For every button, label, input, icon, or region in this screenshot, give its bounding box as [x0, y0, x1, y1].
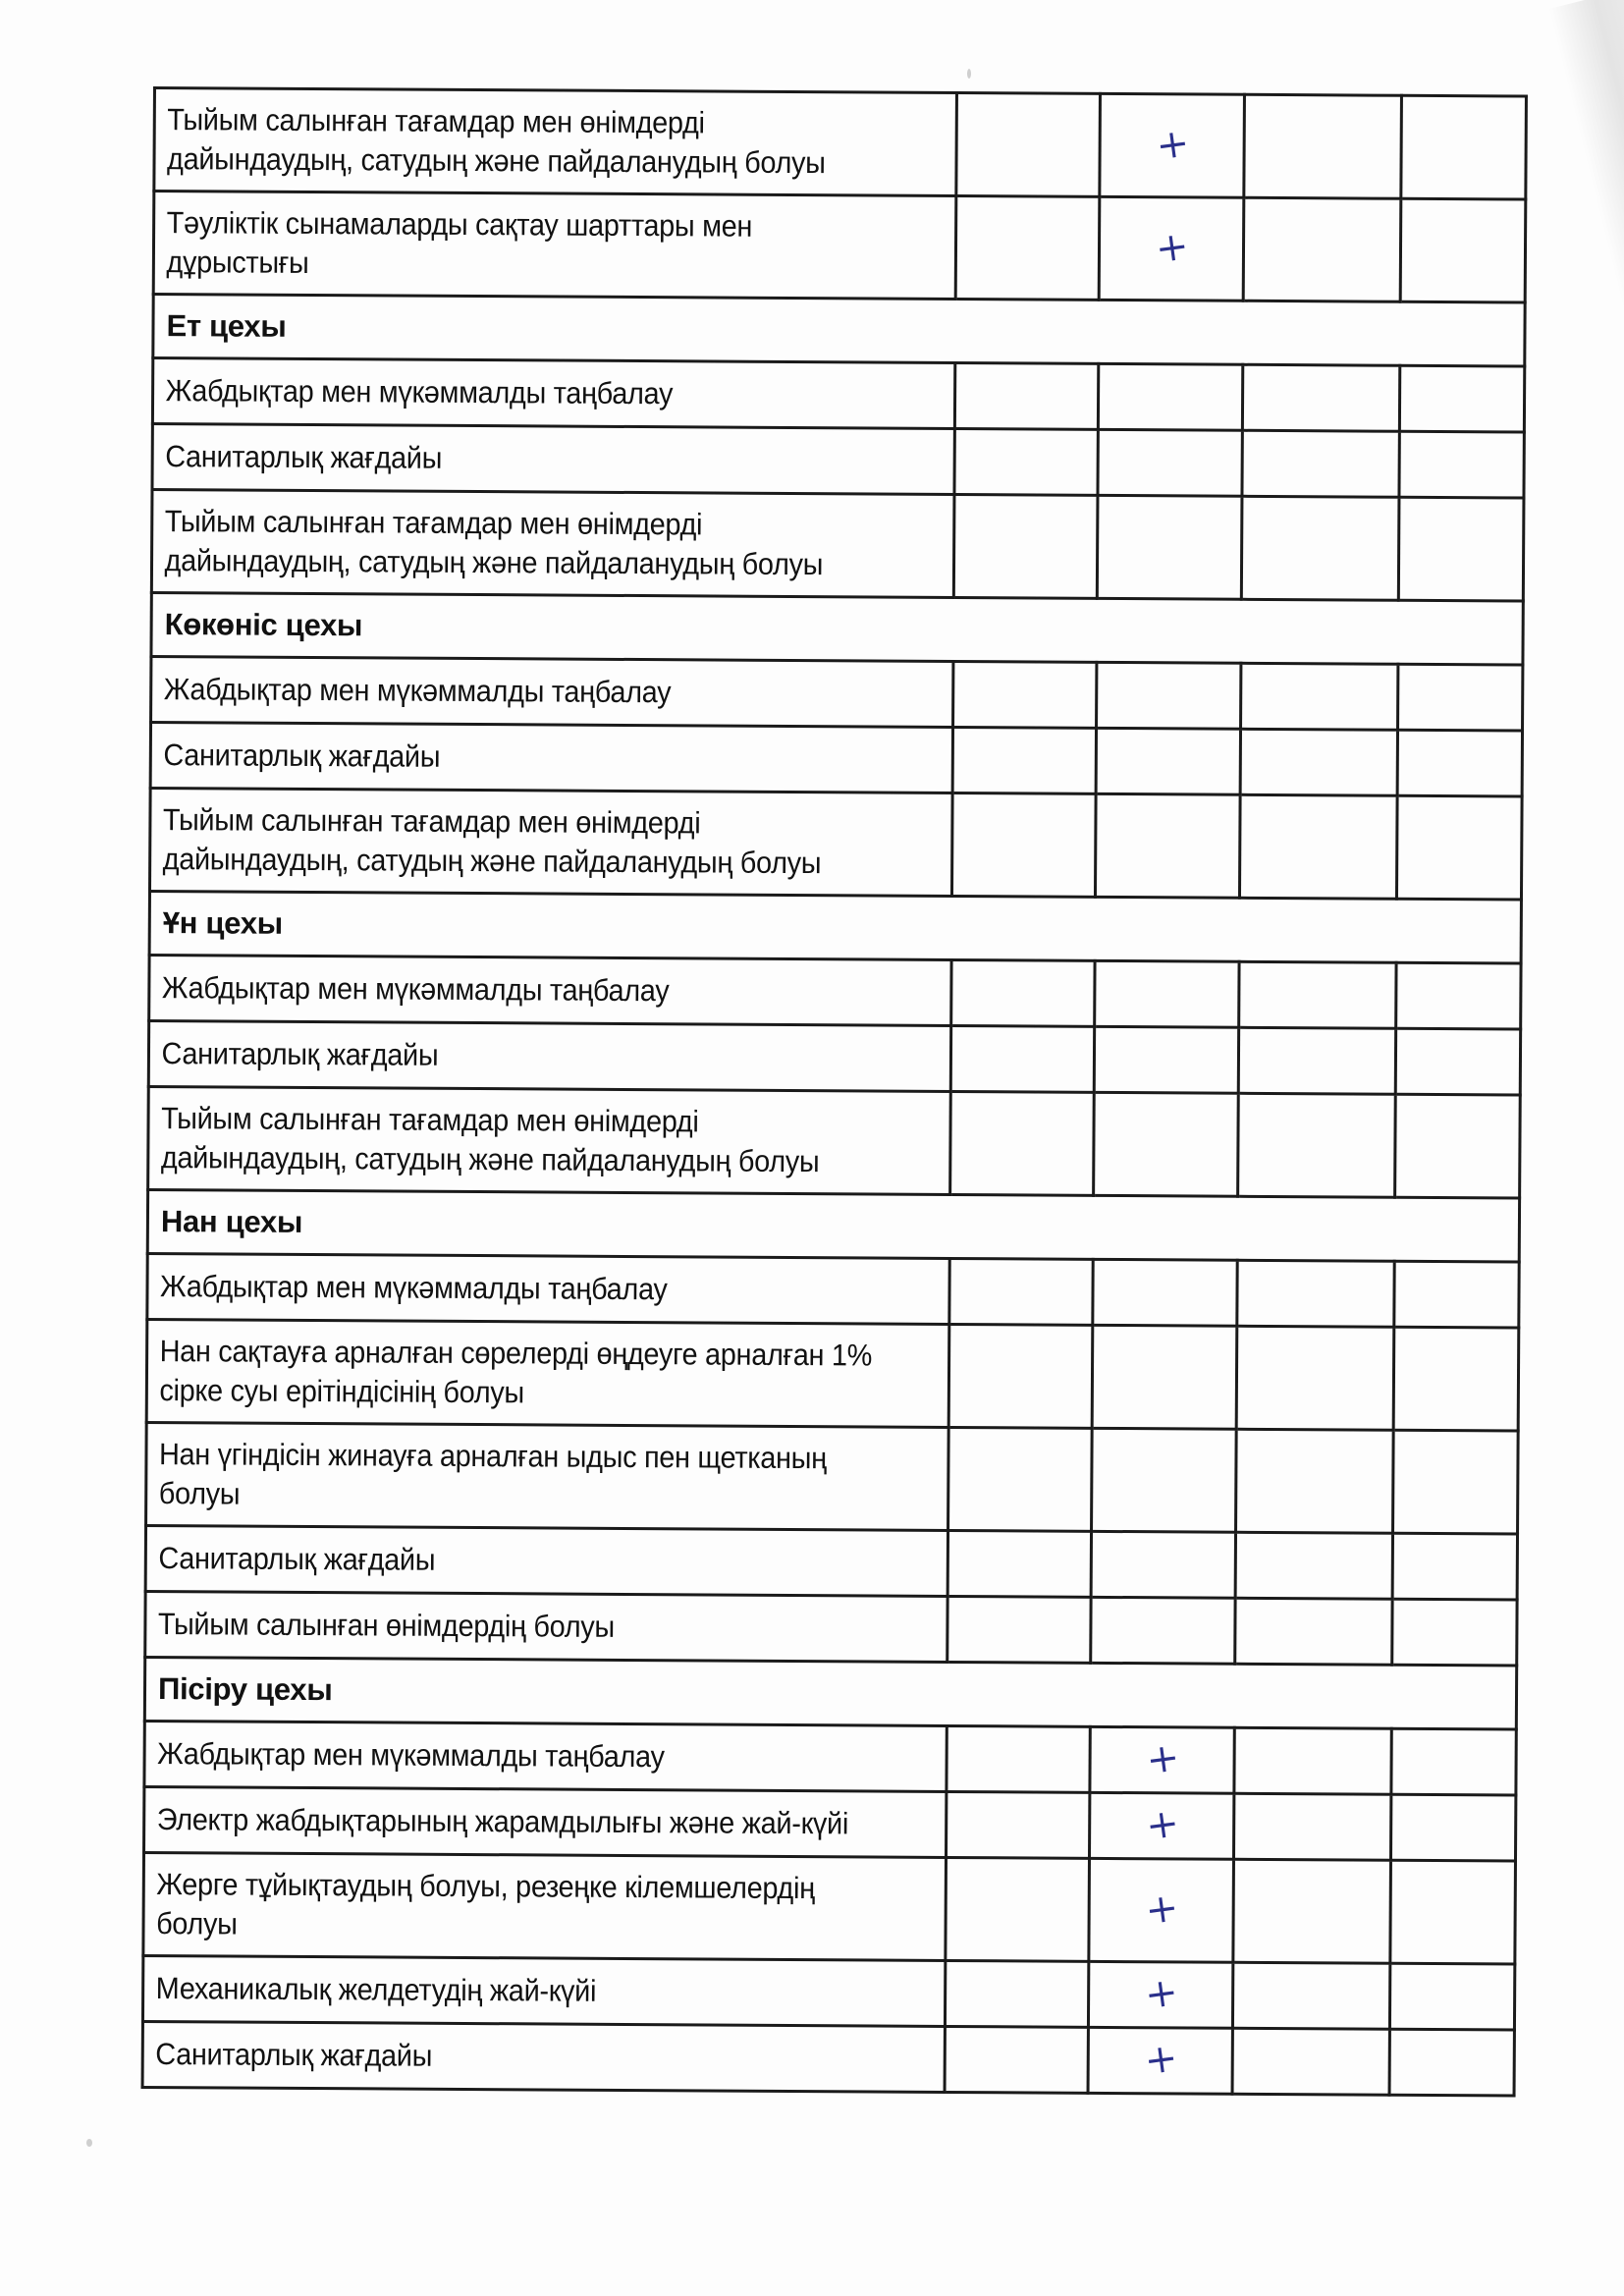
check-cell-col-3[interactable]	[1236, 1429, 1394, 1533]
check-cell-col-2[interactable]	[1090, 1726, 1235, 1793]
check-cell-col-4[interactable]	[1390, 1963, 1515, 2030]
check-cell-col-3[interactable]	[1241, 663, 1398, 730]
check-cell-col-4[interactable]	[1392, 1533, 1517, 1600]
check-cell-col-1[interactable]	[952, 793, 1096, 897]
checklist-row	[148, 1086, 1521, 1198]
criterion-label: Жабдықтар мен мүкәммалды таңбалау	[147, 1253, 893, 1324]
check-cell-col-4[interactable]	[1391, 1728, 1516, 1795]
criterion-label: Тыйым салынған тағамдар мен өнімдерді дайындаудың, сатудың және пайдаланудың болуы	[149, 788, 896, 896]
criterion-label: Тәуліктік сынамаларды сақтау шарттары мен дұрыстығы	[153, 191, 900, 300]
section-title-cell	[147, 1189, 1519, 1262]
handwritten-plus-mark: +	[1141, 1968, 1180, 2018]
checklist-row	[142, 1955, 1514, 2030]
check-cell-col-1[interactable]	[956, 93, 1100, 197]
check-cell-col-3[interactable]	[1237, 1260, 1394, 1327]
checklist-row	[151, 656, 1523, 731]
check-cell-col-4[interactable]	[1393, 1430, 1518, 1534]
criterion-label: Тыйым салынған тағамдар мен өнімдерді дайындаудың, сатудың және пайдаланудың болуы	[148, 1086, 895, 1194]
check-cell-col-2[interactable]	[1093, 1259, 1238, 1326]
folded-corner	[1549, 0, 1624, 542]
check-cell-col-3[interactable]	[1232, 2028, 1389, 2095]
check-cell-col-1[interactable]	[953, 661, 1097, 728]
check-cell-col-3[interactable]	[1243, 364, 1400, 431]
checklist-row	[145, 1525, 1517, 1600]
handwritten-plus-mark: +	[1152, 222, 1191, 272]
checklist-row	[149, 955, 1521, 1029]
inspection-checklist-table	[141, 86, 1528, 2098]
section-title-cell	[144, 1657, 1516, 1729]
check-cell-col-2[interactable]	[1091, 1597, 1236, 1664]
check-cell-col-4[interactable]	[1400, 365, 1525, 432]
check-cell-col-3[interactable]	[1244, 197, 1402, 301]
check-cell-col-3[interactable]	[1242, 496, 1400, 600]
criterion-label: Санитарлық жағдайы	[148, 1020, 894, 1091]
criterion-label: Нан үгіндісін жинауға арналған ыдыс пен щетканың болуы	[146, 1422, 893, 1530]
check-cell-col-2[interactable]	[1092, 1325, 1237, 1429]
section-title: Ұн цехы	[162, 905, 283, 941]
check-cell-col-2[interactable]	[1095, 793, 1240, 898]
check-cell-col-3[interactable]	[1244, 94, 1402, 198]
check-cell-col-3[interactable]	[1234, 1793, 1391, 1860]
scan-speck	[86, 2139, 92, 2147]
check-cell-col-2[interactable]	[1088, 1961, 1233, 2028]
check-cell-col-2[interactable]	[1088, 2027, 1233, 2094]
check-cell-col-4[interactable]	[1394, 1261, 1519, 1328]
check-cell-col-4[interactable]	[1399, 431, 1524, 498]
check-cell-col-1[interactable]	[945, 2026, 1088, 2093]
criterion-label: Жабдықтар мен мүкәммалды таңбалау	[152, 358, 898, 429]
checklist-row	[146, 1319, 1519, 1431]
check-cell-col-4[interactable]	[1397, 730, 1522, 796]
check-cell-col-1[interactable]	[954, 428, 1098, 495]
check-cell-col-1[interactable]	[952, 727, 1096, 793]
section-title-cell	[151, 592, 1523, 665]
criterion-label: Механикалық желдетудің жай-күйі	[142, 1955, 889, 2026]
check-cell-col-2[interactable]	[1095, 960, 1240, 1027]
criterion-label: Жерге тұйықтаудың болуы, резеңке кілемшелердің болуы	[143, 1852, 891, 1960]
checklist-row	[142, 2021, 1514, 2096]
criterion-label: Тыйым салынған өнімдердің болуы	[145, 1591, 892, 1662]
checklist-row	[154, 88, 1527, 200]
criterion-label: Тыйым салынған тағамдар мен өнімдерді дайындаудың, сатудың және пайдаланудың болуы	[151, 490, 898, 598]
check-cell-col-4[interactable]	[1392, 1599, 1517, 1666]
section-header-row	[147, 1189, 1519, 1262]
check-cell-col-1[interactable]	[947, 1791, 1090, 1858]
criterion-label: Электр жабдықтарының жарамдылығы және жай-күйі	[144, 1786, 891, 1857]
check-cell-col-1[interactable]	[947, 1530, 1091, 1597]
check-cell-col-2[interactable]	[1089, 1792, 1234, 1859]
criterion-label: Санитарлық жағдайы	[152, 424, 898, 495]
section-title-cell	[149, 891, 1521, 963]
checklist-row	[149, 788, 1522, 900]
checklist-row	[152, 424, 1524, 499]
check-cell-col-1[interactable]	[947, 1725, 1090, 1792]
handwritten-plus-mark: +	[1141, 2034, 1180, 2084]
section-header-row	[151, 592, 1523, 665]
check-cell-col-4[interactable]	[1399, 497, 1524, 601]
section-title: Пісіру цехы	[157, 1671, 333, 1708]
check-cell-col-4[interactable]	[1396, 1028, 1521, 1095]
check-cell-col-4[interactable]	[1395, 1094, 1520, 1198]
checklist-row	[153, 191, 1526, 303]
check-cell-col-1[interactable]	[947, 1596, 1091, 1663]
check-cell-col-2[interactable]	[1094, 1026, 1239, 1093]
handwritten-plus-mark: +	[1143, 1733, 1182, 1783]
section-header-row	[144, 1657, 1516, 1729]
check-cell-col-3[interactable]	[1242, 430, 1399, 497]
criterion-label: Нан сақтауға арналған сөрелерді өңдеуге арналған 1% сірке суы ерітіндісінің болуы	[146, 1319, 893, 1427]
check-cell-col-2[interactable]	[1094, 1092, 1239, 1196]
check-cell-col-2[interactable]	[1097, 662, 1242, 729]
check-cell-col-2[interactable]	[1098, 363, 1243, 430]
check-cell-col-1[interactable]	[954, 494, 1098, 598]
check-cell-col-2[interactable]	[1098, 429, 1243, 496]
section-title: Ет цехы	[166, 308, 287, 344]
check-cell-col-4[interactable]	[1398, 664, 1523, 731]
check-cell-col-1[interactable]	[948, 1324, 1092, 1428]
check-cell-col-4[interactable]	[1389, 2029, 1514, 2096]
check-cell-col-2[interactable]	[1091, 1531, 1236, 1598]
checklist-row	[144, 1721, 1516, 1795]
check-cell-col-2[interactable]	[1092, 1428, 1237, 1532]
section-header-row	[149, 891, 1521, 963]
criterion-label: Санитарлық жағдайы	[150, 722, 896, 793]
criterion-label: Тыйым салынған тағамдар мен өнімдерді дайындаудың, сатудың және пайдаланудың болуы	[154, 88, 901, 196]
check-cell-col-4[interactable]	[1393, 1327, 1518, 1431]
check-cell-col-3[interactable]	[1239, 1027, 1396, 1094]
criterion-label: Жабдықтар мен мүкәммалды таңбалау	[144, 1721, 891, 1791]
check-cell-col-3[interactable]	[1233, 1859, 1391, 1963]
check-cell-col-1[interactable]	[948, 1427, 1092, 1531]
check-cell-col-3[interactable]	[1239, 961, 1396, 1028]
checklist-row	[144, 1786, 1516, 1861]
check-cell-col-1[interactable]	[951, 959, 1095, 1026]
check-cell-col-1[interactable]	[955, 362, 1099, 429]
check-cell-col-2[interactable]	[1096, 728, 1241, 794]
section-title: Көкөніс цехы	[164, 607, 363, 643]
checklist-row	[147, 1253, 1519, 1328]
section-title: Нан цехы	[160, 1204, 303, 1239]
checklist-row	[150, 722, 1522, 796]
criterion-label: Санитарлық жағдайы	[142, 2021, 889, 2092]
criterion-label: Жабдықтар мен мүкәммалды таңбалау	[149, 955, 895, 1025]
check-cell-col-4[interactable]	[1390, 1860, 1515, 1964]
checklist-row	[145, 1591, 1517, 1666]
handwritten-plus-mark: +	[1153, 119, 1192, 169]
check-cell-col-3[interactable]	[1235, 1532, 1392, 1599]
checklist-row	[151, 490, 1524, 602]
handwritten-plus-mark: +	[1142, 1884, 1181, 1934]
section-title-cell	[153, 295, 1525, 367]
check-cell-col-1[interactable]	[951, 1025, 1095, 1092]
checklist-row	[143, 1852, 1516, 1964]
check-cell-col-4[interactable]	[1401, 95, 1526, 199]
check-cell-col-4[interactable]	[1396, 962, 1521, 1029]
criterion-label: Санитарлық жағдайы	[145, 1525, 892, 1596]
check-cell-col-2[interactable]	[1099, 196, 1244, 301]
scan-speck	[967, 69, 971, 79]
check-cell-col-2[interactable]	[1097, 495, 1242, 599]
section-header-row	[153, 295, 1525, 367]
check-cell-col-1[interactable]	[950, 1091, 1094, 1195]
check-cell-col-4[interactable]	[1397, 795, 1522, 900]
check-cell-col-2[interactable]	[1089, 1858, 1234, 1962]
handwritten-plus-mark: +	[1142, 1799, 1181, 1849]
criterion-label: Жабдықтар мен мүкәммалды таңбалау	[151, 656, 897, 727]
check-cell-col-3[interactable]	[1234, 1727, 1391, 1794]
check-cell-col-3[interactable]	[1240, 729, 1397, 795]
check-cell-col-2[interactable]	[1100, 93, 1245, 197]
check-cell-col-3[interactable]	[1233, 1962, 1390, 2029]
check-cell-col-3[interactable]	[1240, 794, 1398, 899]
checklist-body	[142, 88, 1526, 2096]
checklist-row	[148, 1020, 1520, 1095]
check-cell-col-1[interactable]	[946, 1857, 1089, 1961]
check-cell-col-1[interactable]	[949, 1258, 1093, 1325]
check-cell-col-3[interactable]	[1238, 1093, 1396, 1197]
check-cell-col-3[interactable]	[1235, 1598, 1392, 1665]
check-cell-col-4[interactable]	[1391, 1794, 1516, 1861]
check-cell-col-1[interactable]	[946, 1960, 1089, 2027]
check-cell-col-3[interactable]	[1237, 1326, 1395, 1430]
checklist-row	[152, 358, 1524, 433]
check-cell-col-4[interactable]	[1400, 198, 1525, 302]
check-cell-col-1[interactable]	[955, 195, 1099, 300]
checklist-row	[146, 1422, 1519, 1534]
